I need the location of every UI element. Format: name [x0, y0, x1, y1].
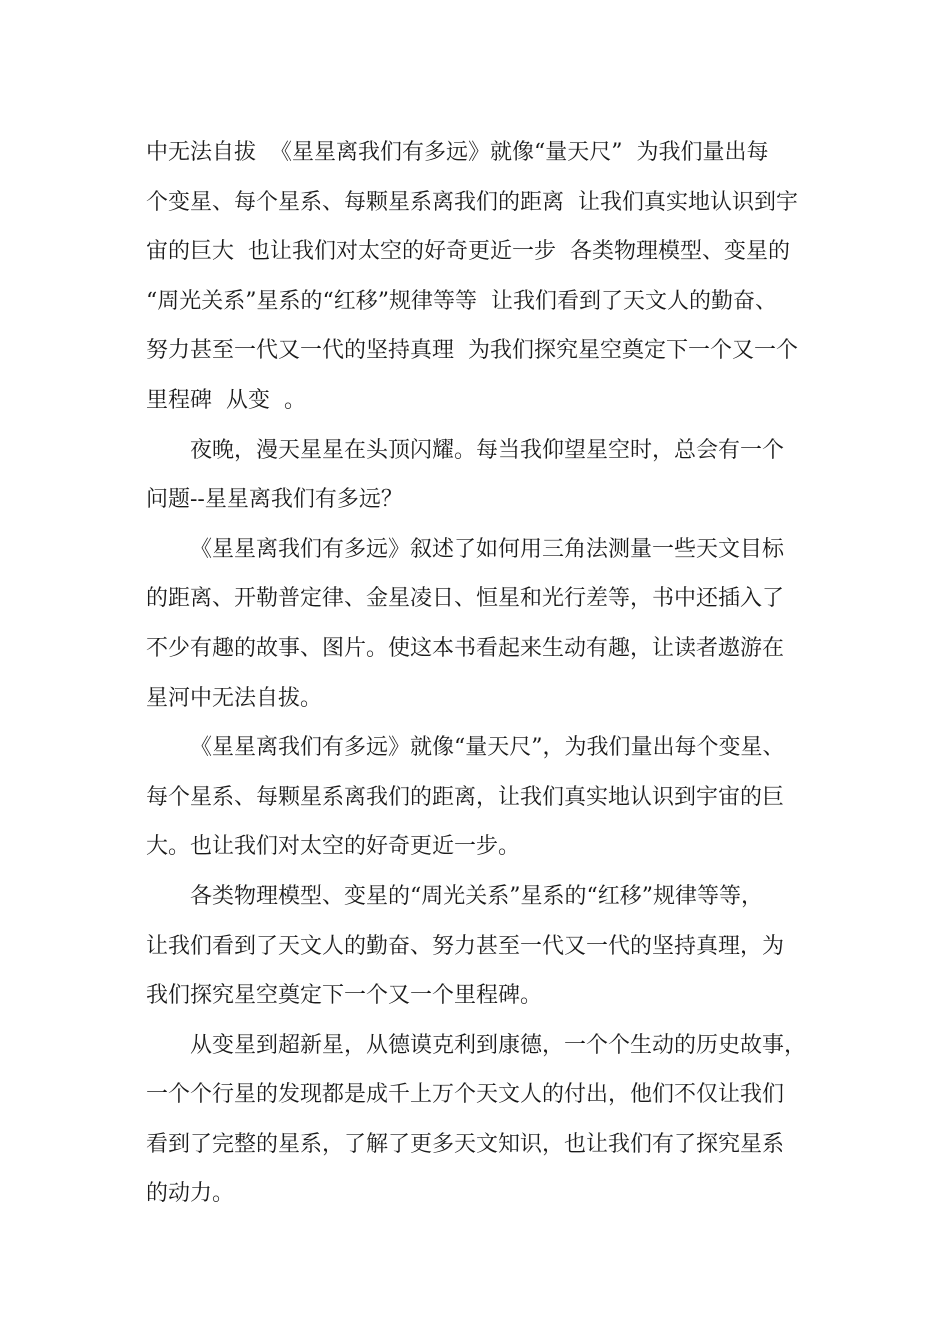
paragraph: [146, 723, 836, 872]
text-line: “周光关系”星系的“红移”规律等等 让我们看到了天文人的勤奋、: [146, 288, 777, 314]
text-line: 不少有趣的故事、图片。使这本书看起来生动有趣，让读者遨游在: [146, 635, 785, 661]
text-line: 每个星系、每颗星系离我们的距离，让我们真实地认识到宇宙的巨: [146, 784, 785, 810]
text-line: 我们探究星空奠定下一个又一个里程碑。: [146, 983, 543, 1009]
text-line: 的距离、开勒普定律、金星凌日、恒星和光行差等，书中还插入了: [146, 586, 785, 612]
text-line: 《星星离我们有多远》就像“量天尺”，为我们量出每个变星、: [190, 735, 785, 761]
paragraph: [146, 1021, 836, 1219]
text-line: 努力甚至一代又一代的坚持真理 为我们探究星空奠定下一个又一个: [146, 338, 798, 364]
text-line: 宙的巨大 也让我们对太空的好奇更近一步 各类物理模型、变星的: [146, 239, 790, 265]
text-line: 的动力。: [146, 1181, 235, 1207]
document-body: [146, 128, 836, 1219]
text-line: 看到了完整的星系，了解了更多天文知识，也让我们有了探究星系: [146, 1131, 785, 1157]
text-line: 夜晚，漫天星星在头顶闪耀。每当我仰望星空时，总会有一个: [190, 437, 785, 463]
text-line: 一个个行星的发现都是成千上万个天文人的付出，他们不仅让我们: [146, 1082, 785, 1108]
paragraph: [146, 426, 836, 525]
text-line: 星河中无法自拔。: [146, 685, 323, 711]
paragraph: [146, 872, 836, 1021]
text-line: 《星星离我们有多远》叙述了如何用三角法测量一些天文目标: [190, 536, 785, 562]
text-line: 大。也让我们对太空的好奇更近一步。: [146, 834, 521, 860]
text-line: 中无法自拔 《星星离我们有多远》就像“量天尺” 为我们量出每: [146, 140, 769, 165]
text-line: 个变星、每个星系、每颗星系离我们的距离 让我们真实地认识到宇: [146, 189, 798, 215]
paragraph: [146, 525, 836, 723]
text-line: 问题--星星离我们有多远？: [146, 487, 403, 513]
text-line: 里程碑 从变 。: [146, 387, 306, 413]
paragraph-continuation: [146, 128, 836, 426]
text-line: 让我们看到了天文人的勤奋、努力甚至一代又一代的坚持真理，为: [146, 933, 785, 959]
text-line: 从变星到超新星，从德谟克利到康德，一个个生动的历史故事，: [190, 1032, 807, 1058]
text-line: 各类物理模型、变星的“周光关系”星系的“红移”规律等等，: [190, 883, 763, 909]
